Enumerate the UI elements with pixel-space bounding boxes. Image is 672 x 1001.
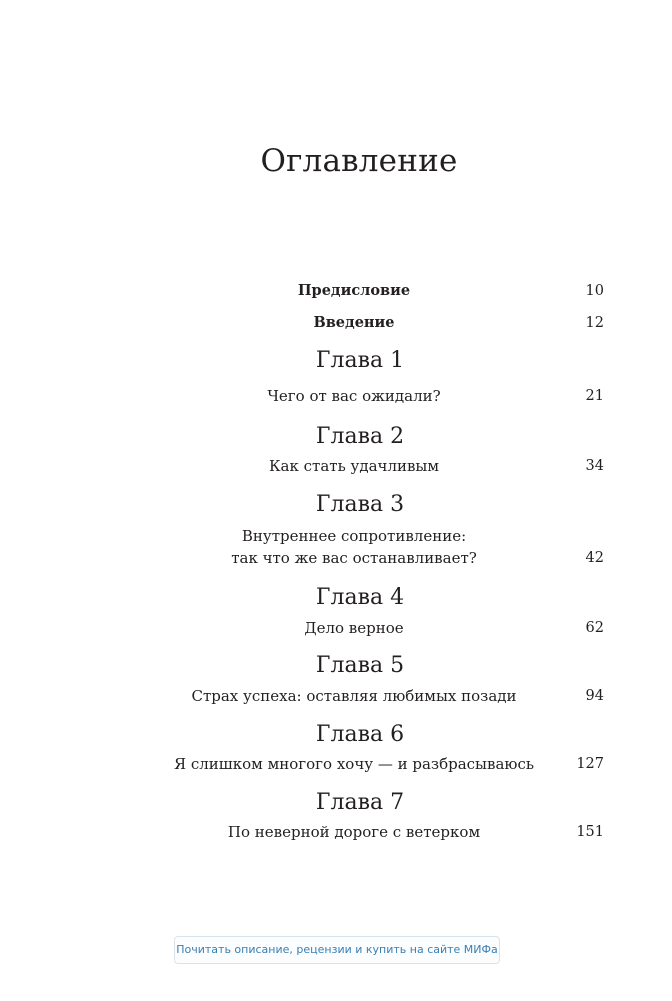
chapter-heading-5: Глава 5 [315,653,405,678]
page-title: Оглавление [260,143,458,179]
chapter-heading-2: Глава 2 [315,424,405,449]
toc-page-introduction: 12 [585,315,604,331]
toc-entry-introduction: Введение [313,314,395,331]
chapter-title-5: Страх успеха: оставляя любимых позади [191,687,517,705]
toc-entry-preface: Предисловие [297,282,411,299]
chapter-heading-7: Глава 7 [315,790,405,815]
chapter-title-7: По неверной дороге с ветерком [227,823,481,841]
chapter-page-4: 62 [585,620,604,636]
chapter-page-5: 94 [585,688,604,704]
chapter-page-6: 127 [576,756,604,772]
chapter-heading-4: Глава 4 [315,585,405,610]
chapter-heading-3: Глава 3 [315,492,405,517]
chapter-title-4: Дело верное [304,619,404,637]
chapter-page-2: 34 [585,458,604,474]
chapter-title-6: Я слишком многого хочу — и разбрасываюсь [173,755,535,773]
chapter-title-3-line-2: так что же вас останавливает? [231,549,477,567]
chapter-title-3-line-1: Внутреннее сопротивление: [241,527,467,545]
chapter-heading-6: Глава 6 [315,722,405,747]
chapter-page-1: 21 [585,388,604,404]
chapter-heading-1: Глава 1 [315,348,405,373]
toc-page-preface: 10 [585,283,604,299]
chapter-title-1: Чего от вас ожидали? [267,387,441,405]
buy-on-mif-link[interactable]: Почитать описание, рецензии и купить на сайте МИФа [174,936,500,964]
chapter-title-2: Как стать удачливым [268,457,440,475]
chapter-page-3: 42 [585,550,604,566]
chapter-page-7: 151 [576,824,604,840]
